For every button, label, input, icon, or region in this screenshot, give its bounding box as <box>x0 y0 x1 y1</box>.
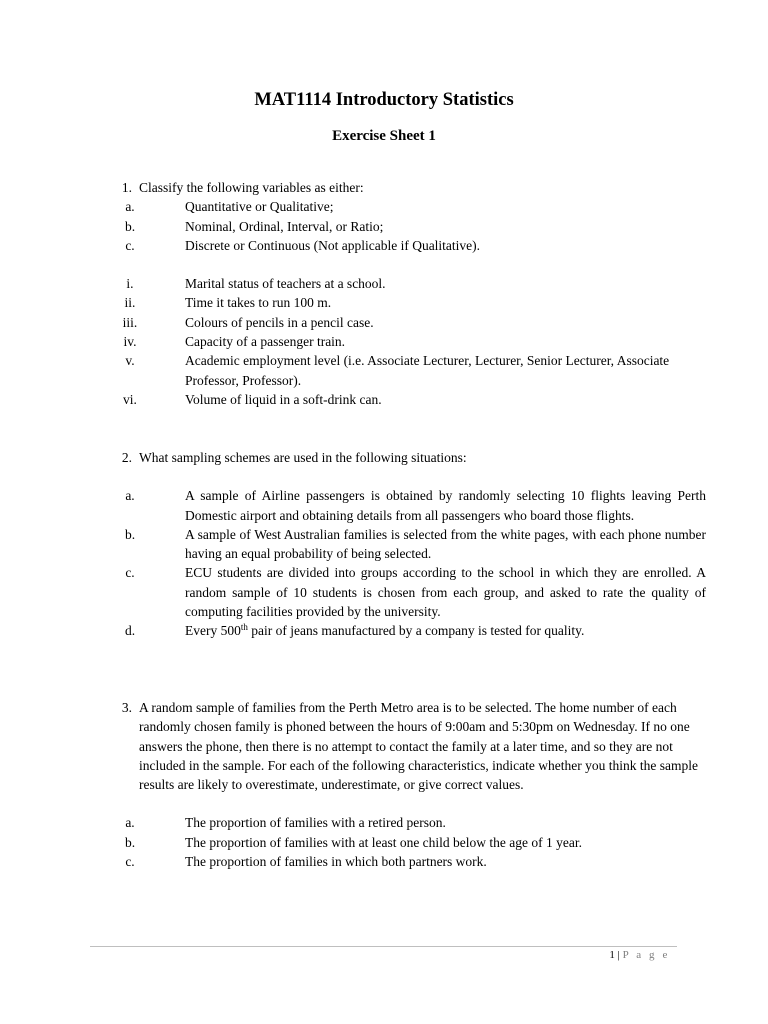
question-3 <box>100 698 706 871</box>
list-item <box>100 274 706 293</box>
ordinal-suffix: th <box>240 622 248 633</box>
list-item <box>100 813 706 832</box>
option-item <box>100 236 706 255</box>
item-text: The proportion of families in which both partners work. <box>185 854 487 870</box>
question-text: Classify the following variables as either: <box>139 180 364 195</box>
list-item <box>100 486 706 525</box>
item-text: A sample of Airline passengers is obtained by randomly selecting 10 flights leaving Perth Domestic airport and obtaining details from all passengers who board those flights. <box>185 488 706 523</box>
item-text: The proportion of families with at least one child below the age of 1 year. <box>185 834 583 850</box>
characteristic-list <box>100 813 706 871</box>
page-number: 1 <box>609 949 615 961</box>
option-item <box>100 217 706 236</box>
item-text: Time it takes to run 100 m. <box>185 295 332 311</box>
question-number: 1. <box>121 180 132 195</box>
item-label: iv. <box>123 334 137 350</box>
question-text: What sampling schemes are used in the following situations: <box>139 450 467 465</box>
item-text: Colours of pencils in a pencil case. <box>185 314 374 330</box>
item-text: ECU students are divided into groups according to the school in which they are enrolled. A random sample of 10 students is chosen from each group, and asked to rate the quality of computing facilities provided by the university. <box>185 565 706 620</box>
item-label: d. <box>124 623 136 639</box>
question-number: 2. <box>121 450 132 465</box>
list-item <box>100 525 706 564</box>
question-number: 3. <box>121 700 132 715</box>
item-text-after: pair of jeans manufactured by a company is tested for quality. <box>247 623 585 639</box>
item-label: vi. <box>123 391 137 407</box>
item-text: Marital status of teachers at a school. <box>185 276 386 292</box>
question-2 <box>100 448 706 641</box>
item-label: ii. <box>124 295 136 311</box>
item-label: a. <box>125 488 135 504</box>
page-subtitle: Exercise Sheet 1 <box>332 128 436 144</box>
item-label: b. <box>124 526 136 542</box>
item-text: Capacity of a passenger train. <box>185 334 346 350</box>
item-label: a. <box>125 815 135 831</box>
list-item <box>100 621 706 640</box>
item-label: v. <box>125 353 135 369</box>
variable-list <box>100 274 706 409</box>
list-item <box>100 351 706 390</box>
list-item <box>100 390 706 409</box>
option-item <box>100 197 706 216</box>
item-label: iii. <box>122 314 138 330</box>
footer-separator: | <box>614 949 623 961</box>
list-item <box>100 332 706 351</box>
item-label: c. <box>125 565 135 581</box>
option-label: c. <box>125 237 135 253</box>
list-item <box>100 833 706 852</box>
list-item <box>100 293 706 312</box>
item-text: The proportion of families with a retired person. <box>185 815 446 831</box>
question-1 <box>100 178 706 409</box>
situation-list <box>100 486 706 640</box>
option-text: Discrete or Continuous (Not applicable if Qualitative). <box>185 237 481 253</box>
list-item <box>100 563 706 621</box>
item-text: Academic employment level (i.e. Associate Lecturer, Lecturer, Senior Lecturer, Associate Professor, Professor). <box>185 353 670 388</box>
page-label: P a g e <box>622 949 670 961</box>
option-text: Nominal, Ordinal, Interval, or Ratio; <box>185 218 384 234</box>
option-label: a. <box>125 199 135 215</box>
page-title: MAT1114 Introductory Statistics <box>254 90 514 110</box>
list-item <box>100 852 706 871</box>
question-text: A random sample of families from the Perth Metro area is to be selected. The home number of each randomly chosen family is phoned between the hours of 9:00am and 5:30pm on Wednesday. If no one answers the phone, then there is no attempt to contact the family at a later time, and so they are not included in the sample. For each of the following characteristics, indicate whether you think the sample results are likely to overestimate, underestimate, or give correct values. <box>139 700 698 793</box>
option-list <box>100 197 706 255</box>
option-text: Quantitative or Qualitative; <box>185 199 334 215</box>
item-label: b. <box>124 834 136 850</box>
page-footer <box>520 946 670 964</box>
list-item <box>100 313 706 332</box>
item-label: c. <box>125 854 135 870</box>
item-label: i. <box>126 276 134 292</box>
item-text: Volume of liquid in a soft-drink can. <box>185 391 382 407</box>
item-text-before: Every 500 <box>185 623 241 639</box>
item-text: A sample of West Australian families is selected from the white pages, with each phone number having an equal probability of being selected. <box>185 526 706 562</box>
option-label: b. <box>124 218 136 234</box>
